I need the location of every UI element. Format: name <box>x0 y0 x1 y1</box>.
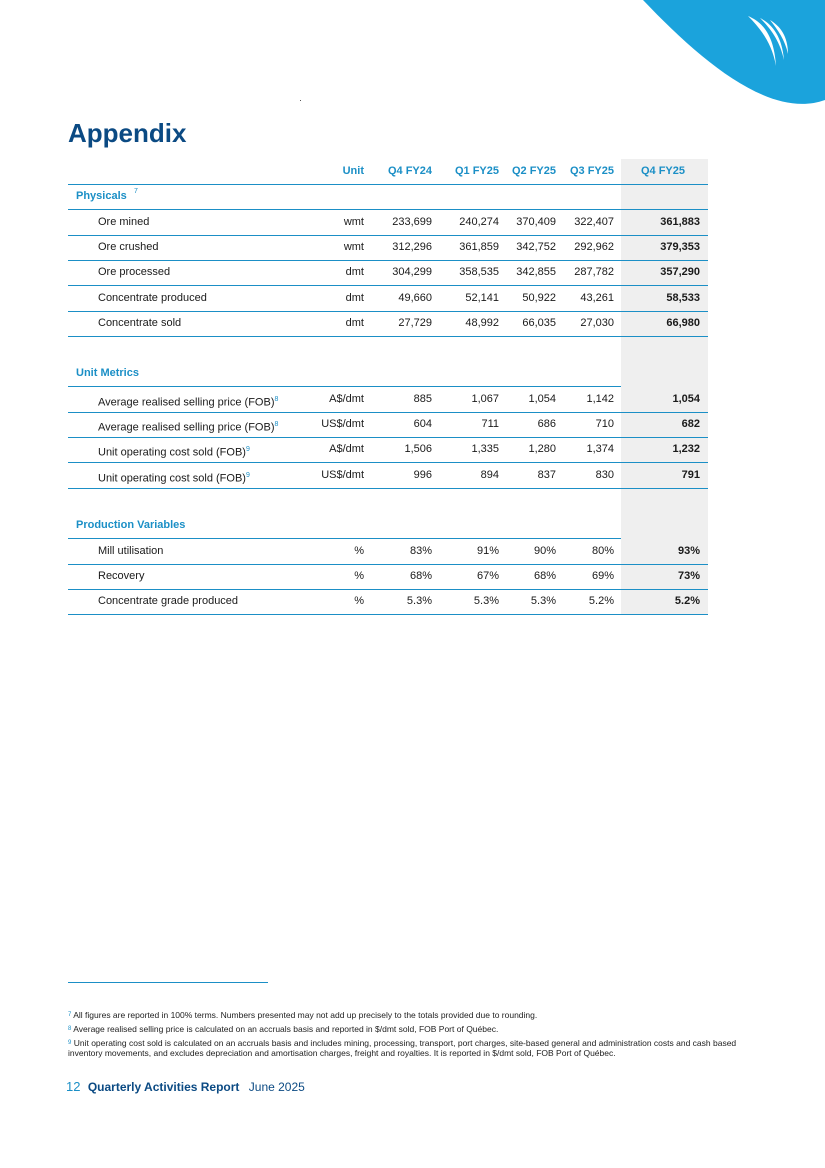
row-label-text: Ore processed <box>98 266 171 279</box>
unit-cell: % <box>354 569 364 582</box>
value-cell: 304,299 <box>392 266 432 279</box>
column-header: Q4 FY24 <box>387 165 432 177</box>
value-cell: 50,922 <box>522 291 556 304</box>
value-cell: 43,261 <box>580 291 614 304</box>
page-title: Appendix <box>68 118 187 148</box>
value-cell: 894 <box>480 468 499 481</box>
row-label-text: Unit operating cost sold (FOB) <box>98 472 246 485</box>
value-cell: 791 <box>681 468 700 481</box>
footnote-ref: 8 <box>274 421 279 428</box>
value-cell: 292,962 <box>574 240 614 253</box>
footnote-rule <box>68 982 268 983</box>
value-cell: 49,660 <box>398 291 432 304</box>
value-cell: 361,859 <box>459 240 499 253</box>
value-cell: 1,506 <box>404 443 432 456</box>
value-cell: 5.2% <box>674 595 700 608</box>
value-cell: 837 <box>537 468 556 481</box>
row-label-text: Average realised selling price (FOB) <box>98 421 275 434</box>
stray-dot <box>300 100 301 101</box>
row-label <box>98 463 250 488</box>
value-cell: 370,409 <box>516 215 556 228</box>
value-cell: 5.3% <box>406 595 432 608</box>
value-cell: 682 <box>681 418 700 430</box>
unit-cell: dmt <box>345 291 364 304</box>
unit-cell: dmt <box>345 266 364 279</box>
row-label <box>98 210 149 235</box>
value-cell: 361,883 <box>660 215 700 228</box>
value-cell: 5.2% <box>588 595 614 608</box>
value-cell: 48,992 <box>465 316 499 329</box>
row-label <box>98 260 170 285</box>
value-cell: 1,142 <box>586 392 614 405</box>
table-row <box>68 539 708 565</box>
value-cell: 67% <box>476 569 499 582</box>
section-header-row <box>68 184 708 210</box>
unit-cell: US$/dmt <box>321 418 364 430</box>
value-cell: 52,141 <box>465 291 499 304</box>
row-label <box>98 564 144 589</box>
section-title: Unit Metrics <box>76 367 139 380</box>
value-cell: 342,855 <box>516 266 556 279</box>
value-cell: 66,980 <box>666 316 700 329</box>
value-cell: 287,782 <box>574 266 614 279</box>
table-row <box>68 437 708 463</box>
value-cell: 686 <box>537 418 556 430</box>
value-cell: 27,030 <box>580 316 614 329</box>
value-cell: 233,699 <box>392 215 432 228</box>
value-cell: 885 <box>413 392 432 405</box>
report-date: June 2025 <box>248 1080 305 1094</box>
value-cell: 1,054 <box>528 392 556 405</box>
row-label <box>98 387 278 412</box>
row-label-text: Average realised selling price (FOB) <box>98 396 275 409</box>
value-cell: 68% <box>533 569 556 582</box>
table-row <box>68 286 708 312</box>
table-row <box>68 311 708 337</box>
table-row <box>68 463 708 489</box>
row-label-text: Mill utilisation <box>98 544 164 557</box>
value-cell: 1,335 <box>471 443 499 456</box>
row-label-text: Concentrate grade produced <box>98 595 239 608</box>
row-label-text: Concentrate sold <box>98 316 182 329</box>
row-label <box>98 539 163 564</box>
footnote-ref: 9 <box>245 446 250 454</box>
row-label-text: Recovery <box>98 569 145 582</box>
unit-cell: A$/dmt <box>329 392 364 405</box>
report-name: Quarterly Activities Report <box>87 1080 240 1094</box>
unit-cell: wmt <box>343 215 364 228</box>
table-header-row <box>68 159 708 185</box>
value-cell: 710 <box>595 418 614 430</box>
table-row <box>68 412 708 438</box>
value-cell: 1,067 <box>471 392 499 405</box>
footnote-ref: 8 <box>274 395 279 403</box>
table-row <box>68 387 708 413</box>
value-cell: 342,752 <box>516 240 556 253</box>
value-cell: 66,035 <box>522 316 556 329</box>
footnote-7: $^7$ All figures are reported in 100% terms. Numbers presented may not add up precisely to the totals provided due to rounding. <box>68 1010 538 1020</box>
value-cell: 1,232 <box>672 443 700 456</box>
column-header: Q4 FY25 <box>640 165 685 177</box>
value-cell: 379,353 <box>660 240 700 253</box>
value-cell: 312,296 <box>392 240 432 253</box>
row-label <box>98 311 181 336</box>
value-cell: 5.3% <box>530 595 556 608</box>
value-cell: 1,054 <box>672 392 700 405</box>
row-label-text: Concentrate produced <box>98 291 207 304</box>
row-label <box>98 286 207 311</box>
value-cell: 83% <box>409 544 432 557</box>
value-cell: 322,407 <box>574 215 614 228</box>
footnote-8: $^8$ Average realised selling price is calculated on an accruals basis and reported in $/dmt sold, FOB Port of Québec. <box>68 1024 499 1034</box>
row-label <box>98 235 159 260</box>
section-header-row <box>68 513 621 539</box>
unit-cell: dmt <box>345 316 364 329</box>
unit-cell: US$/dmt <box>321 468 364 481</box>
row-label <box>98 412 278 437</box>
value-cell: 1,374 <box>586 443 614 456</box>
value-cell: 69% <box>591 569 614 582</box>
value-cell: 27,729 <box>398 316 432 329</box>
table-row <box>68 210 708 236</box>
unit-cell: A$/dmt <box>329 443 364 456</box>
value-cell: 90% <box>533 544 556 557</box>
row-label-text: Ore crushed <box>98 240 159 253</box>
table-row <box>68 564 708 590</box>
value-cell: 5.3% <box>473 595 499 608</box>
row-label-text: Ore mined <box>98 215 150 228</box>
value-cell: 996 <box>413 468 432 481</box>
table-row <box>68 589 708 615</box>
value-cell: 73% <box>677 569 700 582</box>
column-header: Q1 FY25 <box>454 165 499 177</box>
value-cell: 240,274 <box>459 215 499 228</box>
table-row <box>68 260 708 286</box>
row-label <box>98 437 250 462</box>
value-cell: 711 <box>481 418 499 430</box>
value-cell: 91% <box>476 544 499 557</box>
value-cell: 68% <box>409 569 432 582</box>
value-cell: 93% <box>677 544 700 557</box>
footnote-ref: 7 <box>134 188 138 196</box>
page-number: 12 <box>66 1079 81 1094</box>
column-header: Unit <box>342 165 364 177</box>
value-cell: 80% <box>591 544 614 557</box>
section-title: Production Variables <box>76 519 186 532</box>
table-row <box>68 235 708 261</box>
value-cell: 358,535 <box>459 266 499 279</box>
unit-cell: % <box>354 595 364 608</box>
corner-decoration <box>0 0 825 120</box>
row-label <box>98 589 238 614</box>
row-label-text: Unit operating cost sold (FOB) <box>98 446 246 459</box>
value-cell: 1,280 <box>528 443 556 456</box>
section-title: Physicals <box>76 190 127 203</box>
value-cell: 830 <box>595 468 614 481</box>
corner-wave-shape <box>643 0 825 104</box>
section-header-row <box>68 361 621 387</box>
page-footer <box>66 1079 305 1094</box>
column-header: Q2 FY25 <box>511 165 556 177</box>
unit-cell: wmt <box>343 240 364 253</box>
unit-cell: % <box>354 544 364 557</box>
value-cell: 604 <box>413 418 432 430</box>
column-header: Q3 FY25 <box>569 165 614 177</box>
value-cell: 357,290 <box>660 266 700 279</box>
footnote-9: $^9$ Unit operating cost sold is calculated on an accruals basis and includes mining, processing, transport, port charges, site-based general and administration costs and cash based inventory movements, and excludes depreciation and amortisation charges, freight and royalties. It is reported in $/dmt sold, FOB Port of Québec. <box>68 1038 737 1058</box>
value-cell: 58,533 <box>666 291 700 304</box>
footnote-ref: 9 <box>245 471 250 479</box>
